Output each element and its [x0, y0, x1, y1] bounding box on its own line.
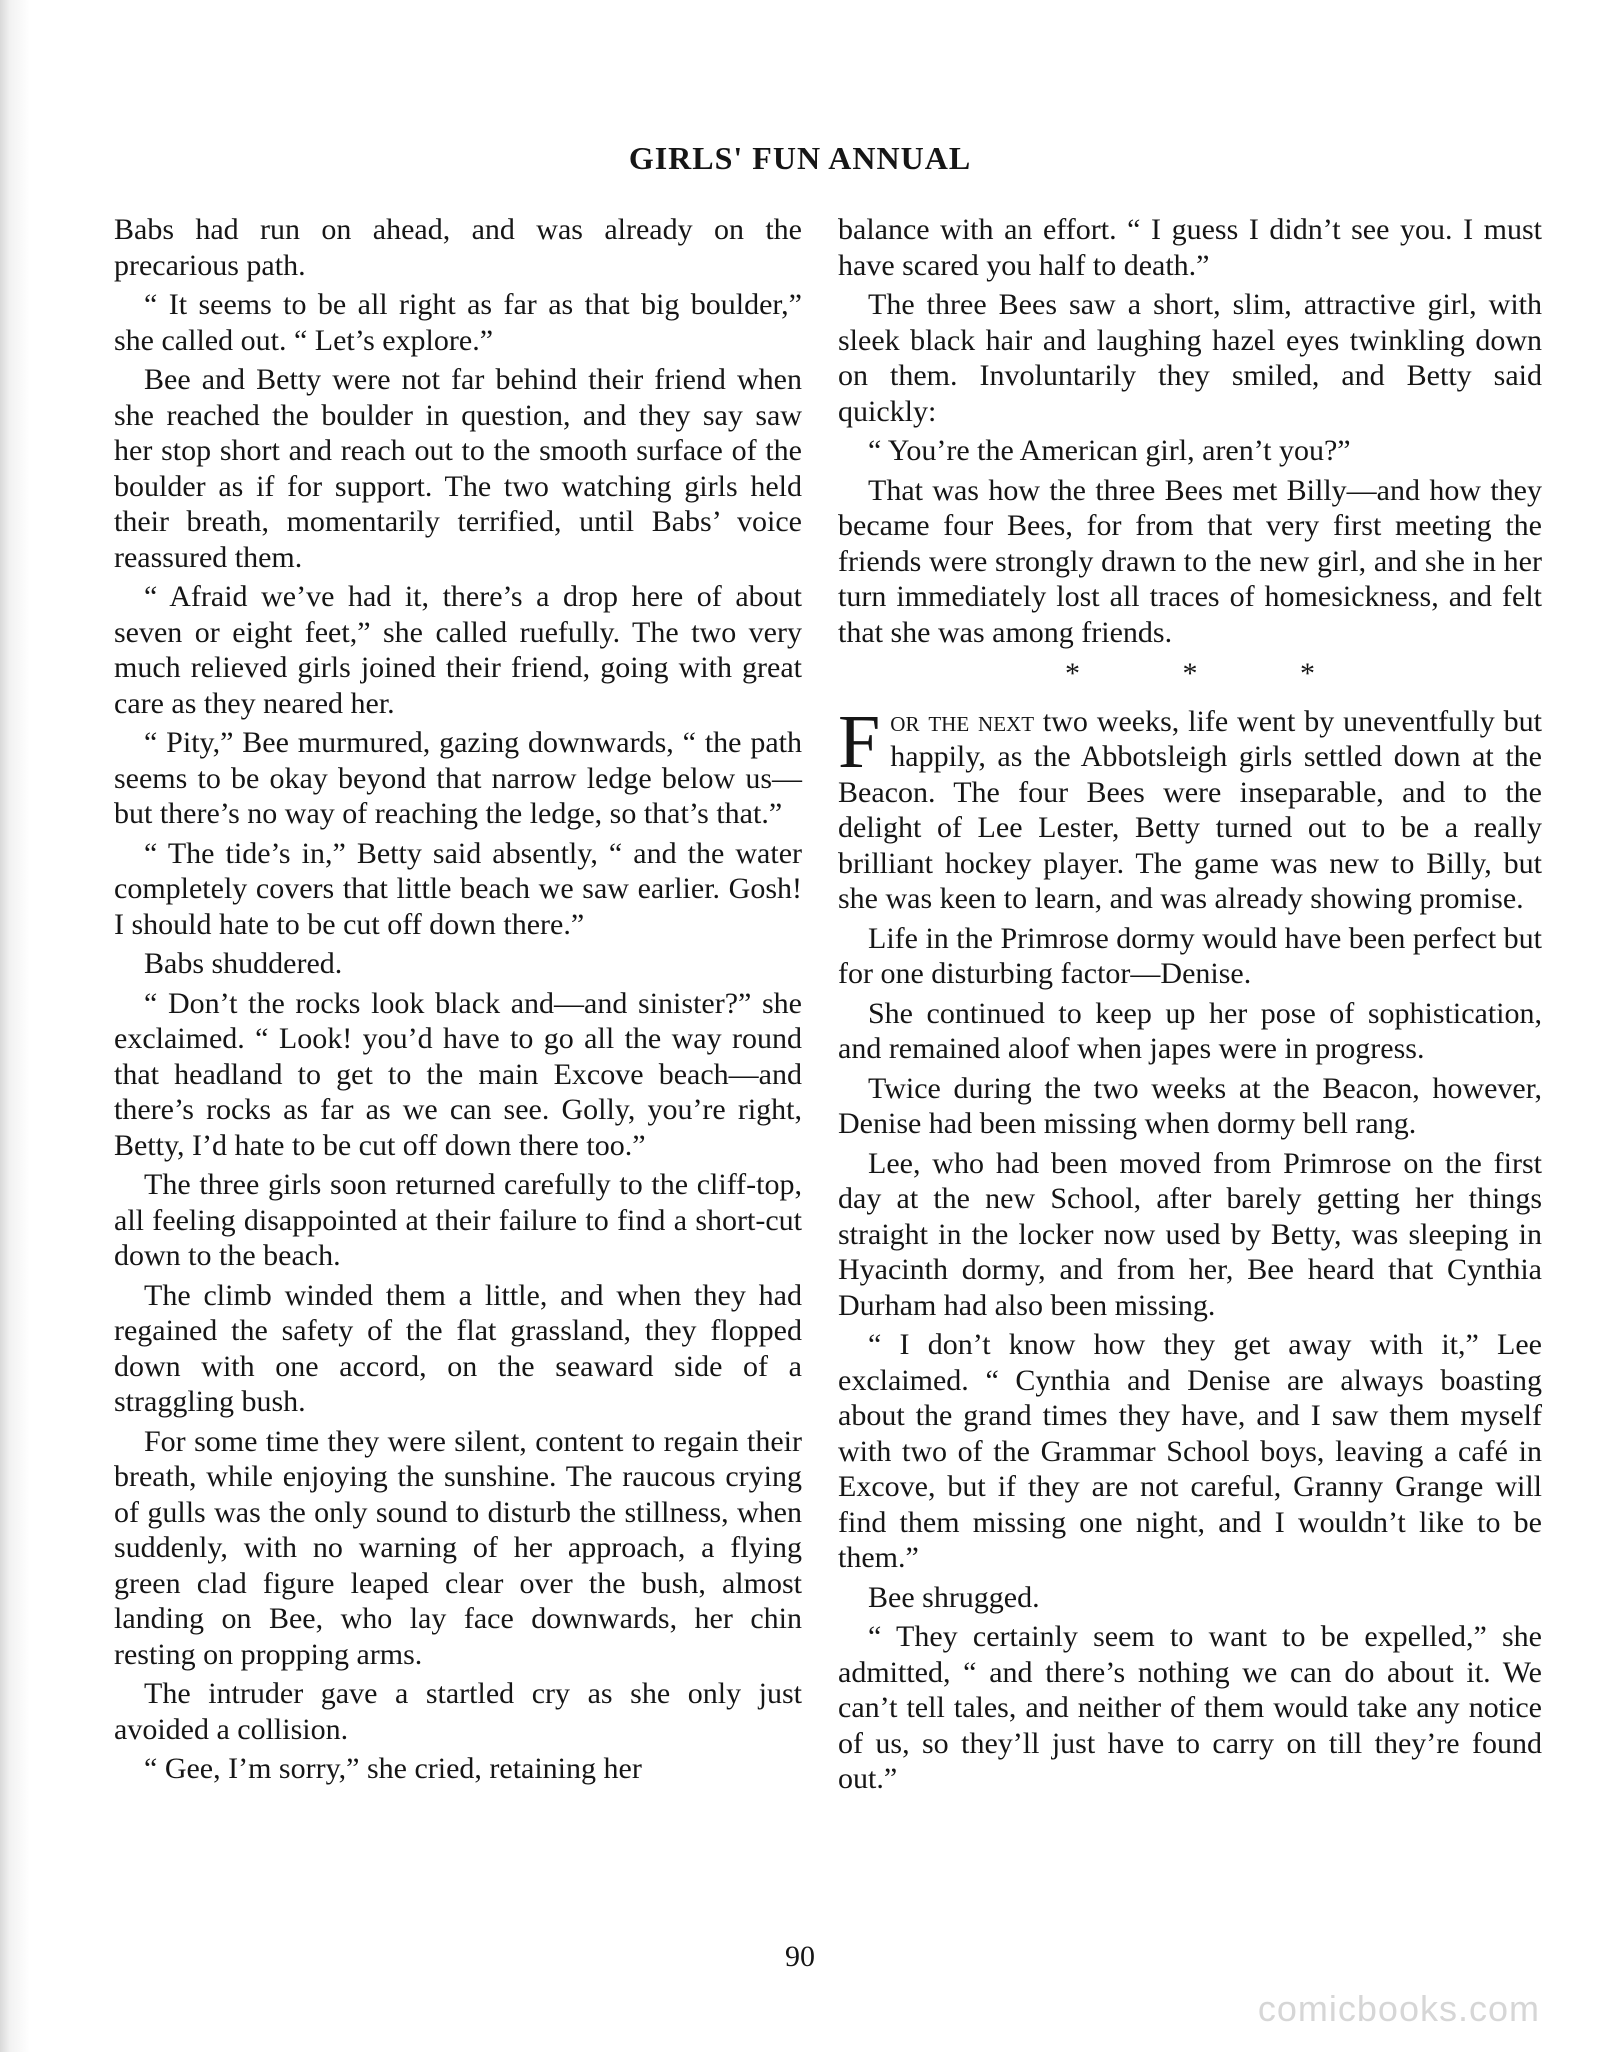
- paragraph: She continued to keep up her pose of sophistication, and remained aloof when japes were in progress.: [838, 996, 1542, 1065]
- paragraph: “ You’re the American girl, aren’t you?”: [868, 434, 1351, 467]
- small-caps-lead: or the next: [890, 704, 1035, 738]
- section-break: * * *: [1065, 657, 1315, 690]
- paragraph: “ They certainly seem to want to be expelled,” she admitted, “ and there’s nothing we can do about it. We can’t tell tales, and neither of them would take any notice of us, so they’ll just have to carry on till they’re found out.”: [838, 1620, 1542, 1795]
- watermark: comicbooks.com: [1257, 1988, 1540, 2029]
- paragraph: Bee shrugged.: [868, 1580, 1040, 1614]
- paragraph: Babs shuddered.: [144, 947, 343, 980]
- right-column: [838, 212, 1542, 1801]
- paragraph: The climb winded them a little, and when they had regained the safety of the flat grassland, they flopped down with one accord, on the seaward side of a straggling bush.: [114, 1278, 802, 1418]
- paragraph: The three girls soon returned carefully to the cliff-top, all feeling disappointed at their failure to find a short-cut down to the beach.: [114, 1168, 802, 1272]
- page-edge: [0, 0, 30, 2052]
- paragraph: Bee and Betty were not far behind their friend when she reached the boulder in question, and they say saw her stop short and reach out to the smooth surface of the boulder as if for support. The two watching girls held their breath, momentarily terrified, until Babs’ voice reassured them.: [114, 363, 802, 574]
- paragraph: balance with an effort. “ I guess I didn’t see you. I must have scared you half to death.”: [838, 213, 1542, 282]
- paragraph: “ The tide’s in,” Betty said absently, “ and the water completely covers that little beach we saw earlier. Gosh! I should hate to be cut off down there.”: [114, 836, 802, 941]
- drop-cap: F: [838, 699, 881, 784]
- paragraph: “ It seems to be all right as far as that big boulder,” she called out. “ Let’s explore.”: [114, 288, 802, 357]
- paragraph: Lee, who had been moved from Primrose on the first day at the new School, after barely getting her things straight in the locker now used by Betty, was sleeping in Hyacinth dormy, and from her, Bee heard that Cynthia Durham had also been missing.: [838, 1146, 1542, 1322]
- chapter-opening: [838, 699, 1542, 917]
- chapter-opening-text: two weeks, life went by uneventfully but happily, as the Abbotsleigh girls settled down at the Beacon. The four Bees were inseparable, and to the delight of Lee Lester, Betty turned out to be a really brilliant hockey player. The game was new to Billy, but she was keen to learn, and was already showing promise.: [838, 704, 1542, 915]
- paragraph: “ Pity,” Bee murmured, gazing downwards, “ the path seems to be okay beyond that narrow ledge below us—but there’s no way of reaching the ledge, so that’s that.”: [114, 726, 802, 830]
- paragraph: “ Don’t the rocks look black and—and sinister?” she exclaimed. “ Look! you’d have to go all the way round that headland to get to the main Excove beach—and there’s rocks as far as we can see. Golly, you’re right, Betty, I’d hate to be cut off down there too.”: [114, 986, 802, 1162]
- paragraph: Twice during the two weeks at the Beacon, however, Denise had been missing when dormy bell rang.: [838, 1071, 1542, 1140]
- page-number: 90: [785, 1940, 815, 1973]
- left-column: [114, 212, 802, 1791]
- paragraph: Life in the Primrose dormy would have been perfect but for one disturbing factor—Denise.: [838, 921, 1542, 990]
- paragraph: The intruder gave a startled cry as she only just avoided a collision.: [114, 1677, 802, 1746]
- paragraph: For some time they were silent, content to regain their breath, while enjoying the sunshine. The raucous crying of gulls was the only sound to disturb the stillness, when suddenly, with no warning of her approach, a flying green clad figure leaped clear over the bush, almost landing on Bee, who lay face downwards, her chin resting on propping arms.: [114, 1424, 802, 1671]
- paragraph: That was how the three Bees met Billy—and how they became four Bees, for from that very first meeting the friends were strongly drawn to the new girl, and she in her turn immediately lost all traces of homesickness, and felt that she was among friends.: [838, 473, 1542, 649]
- running-head: GIRLS' FUN ANNUAL: [628, 140, 972, 176]
- paragraph: “ I don’t know how they get away with it,” Lee exclaimed. “ Cynthia and Denise are always boasting about the grand times they have, and I saw them myself with two of the Grammar School boys, leaving a café in Excove, but if they are not careful, Granny Grange will find them missing one night, and I wouldn’t like to be them.”: [838, 1328, 1542, 1574]
- paragraph: “ Afraid we’ve had it, there’s a drop here of about seven or eight feet,” she called ruefully. The two very much relieved girls joined their friend, going with great care as they neared her.: [114, 580, 802, 720]
- paragraph: The three Bees saw a short, slim, attractive girl, with sleek black hair and laughing hazel eyes twinkling down on them. Involuntarily they smiled, and Betty said quickly:: [838, 288, 1542, 428]
- paragraph: “ Gee, I’m sorry,” she cried, retaining her: [144, 1752, 642, 1785]
- paragraph: Babs had run on ahead, and was already on the precarious path.: [114, 213, 802, 282]
